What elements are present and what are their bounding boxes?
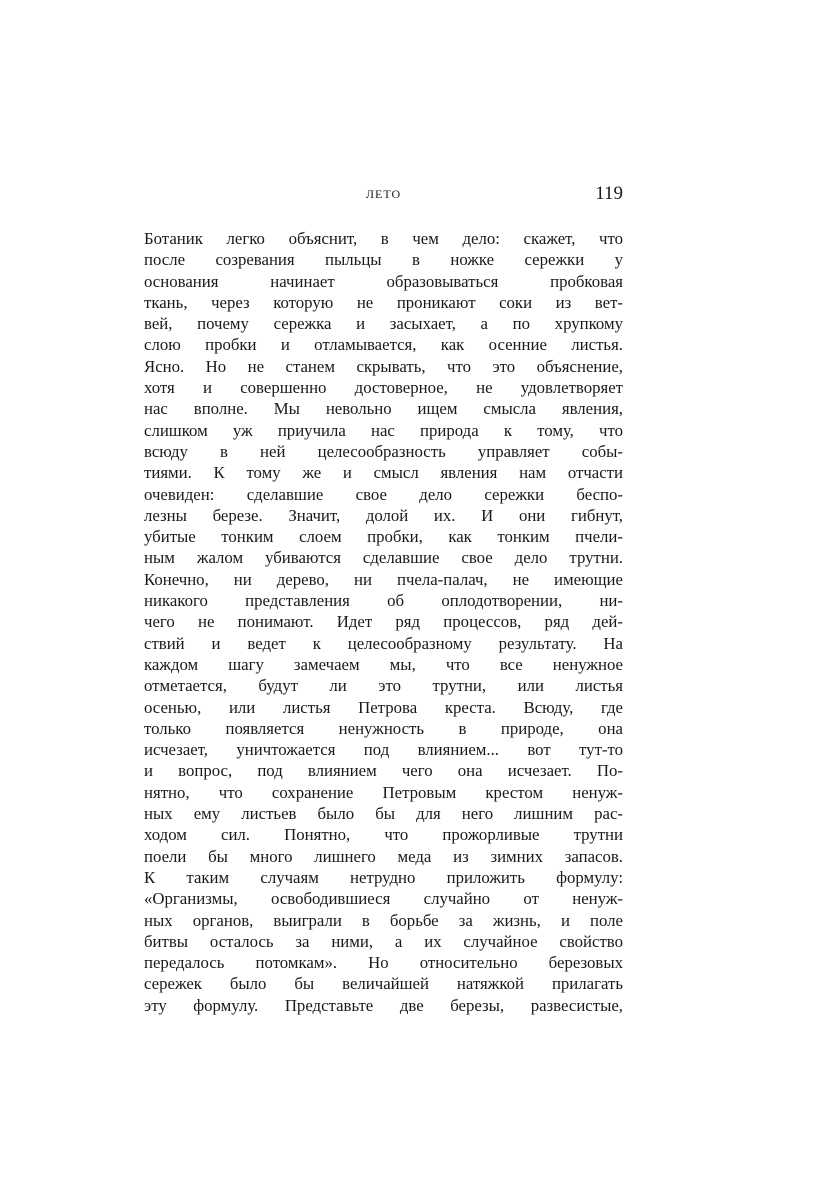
text-line: после созревания пыльцы в ножке сережки у [144, 250, 623, 270]
text-line: лезны березе. Значит, долой их. И они гибнут, [144, 505, 623, 525]
text-line: тиями. К тому же и смысл явления нам отчасти [144, 463, 623, 483]
text-line: ным жалом убиваются сделавшие свое дело трутни. [144, 548, 623, 568]
text-line: передалось потомкам». Но относительно березовых [144, 953, 623, 973]
text-line: ных органов, выиграли в борьбе за жизнь, и поле [144, 910, 623, 930]
text-line: слою пробки и отламывается, как осенние листья. [144, 335, 623, 355]
text-line: ходом сил. Понятно, что прожорливые трутни [144, 825, 623, 845]
body-text [144, 228, 623, 1016]
text-line: вей, почему сережка и засыхает, а по хрупкому [144, 314, 623, 334]
text-line: битвы осталось за ними, а их случайное свойство [144, 931, 623, 951]
text-line: ткань, через которую не проникают соки из вет- [144, 292, 623, 312]
text-line: основания начинает образовываться пробковая [144, 271, 623, 291]
text-line: Ясно. Но не станем скрывать, что это объяснение, [144, 356, 623, 376]
text-line: Конечно, ни дерево, ни пчела-палач, не имеющие [144, 569, 623, 589]
text-line: Ботаник легко объяснит, в чем дело: скажет, что [144, 229, 623, 248]
text-line: слишком уж приучила нас природа к тому, что [144, 420, 623, 440]
text-line: никакого представления об оплодотворении, ни- [144, 591, 623, 611]
running-head [144, 183, 623, 205]
text-line: чего не понимают. Идет ряд процессов, ряд дей- [144, 612, 623, 632]
text-line: очевиден: сделавшие свое дело сережки беспо- [144, 484, 623, 504]
text-line: ствий и ведет к целесообразному результату. На [144, 633, 623, 653]
text-line: поели бы много лишнего меда из зимних запасов. [144, 846, 623, 866]
text-line: каждом шагу замечаем мы, что все ненужное [144, 654, 623, 674]
text-line: убитые тонким слоем пробки, как тонким пчели- [144, 527, 623, 547]
text-line: хотя и совершенно достоверное, не удовлетворяет [144, 378, 623, 398]
text-line: К таким случаям нетрудно приложить формулу: [144, 867, 623, 887]
text-line: и вопрос, под влиянием чего она исчезает. По- [144, 761, 623, 781]
text-line: эту формулу. Представьте две березы, развесистые, [144, 995, 623, 1015]
text-line: ных ему листьев было бы для него лишним рас- [144, 804, 623, 824]
text-line: нятно, что сохранение Петровым крестом ненуж- [144, 782, 623, 802]
page-number: 119 [595, 183, 623, 204]
text-line: всюду в ней целесообразность управляет собы- [144, 441, 623, 461]
text-line: отметается, будут ли это трутни, или листья [144, 676, 623, 696]
running-title: ЛЕТО [365, 187, 402, 201]
text-line: сережек было бы величайшей натяжкой прилагать [144, 974, 623, 994]
text-line: нас вполне. Мы невольно ищем смысла явления, [144, 399, 623, 419]
text-line: осенью, или листья Петрова креста. Всюду, где [144, 697, 623, 717]
text-line: только появляется ненужность в природе, она [144, 718, 623, 738]
text-line: «Организмы, освободившиеся случайно от ненуж- [144, 889, 623, 909]
text-line: исчезает, уничтожается под влиянием... вот тут-то [144, 740, 623, 760]
